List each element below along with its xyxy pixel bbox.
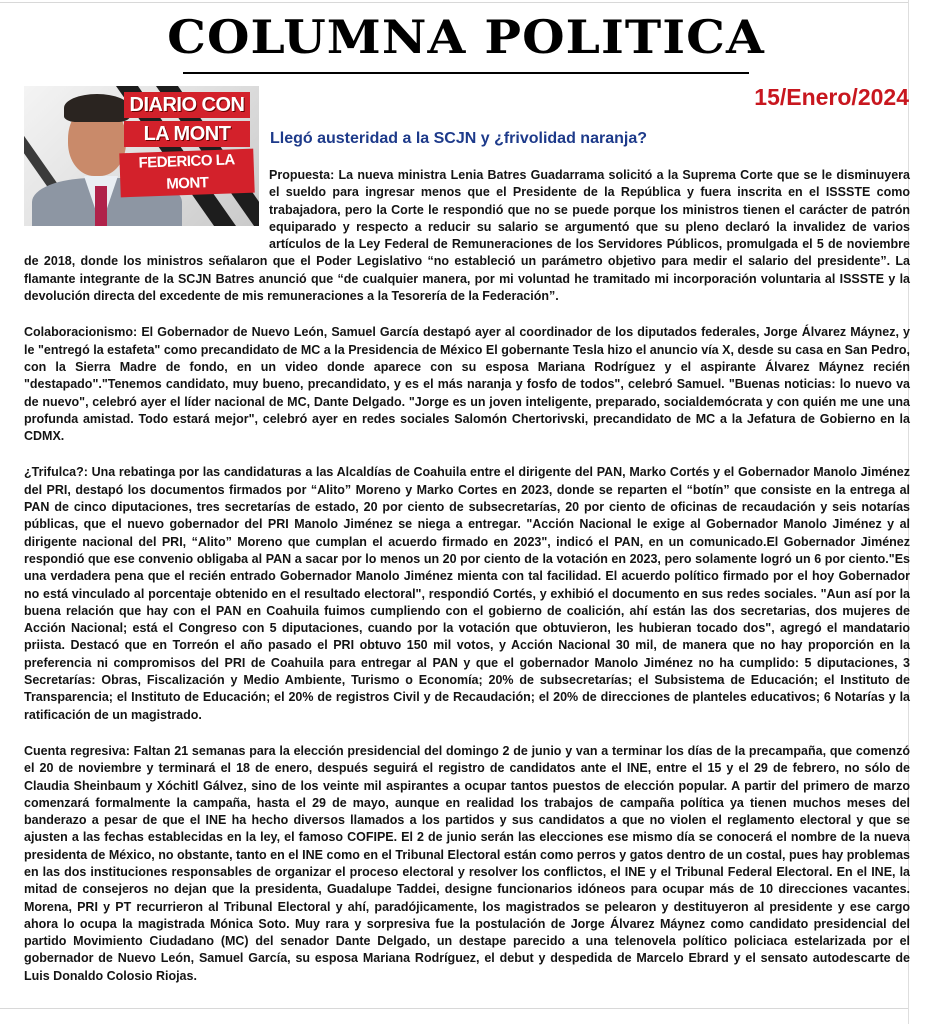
publication-date: 15/Enero/2024	[754, 84, 909, 110]
paragraph-cuenta-regresiva: Cuenta regresiva: Faltan 21 semanas para la elección presidencial del domingo 2 de junio y van a terminar los días de la precampaña, que comenzó el 20 de noviembre y terminará el 18 de enero, después seguirá el registro de candidatos ante el INE, entre el 15 y el 29 de febrero, no sólo de Claudia Sheinbaum y Xóchitl Gálvez, sino de los veinte mil aspirantes a ocupar tantos puestos de elección popular. A partir del primero de marzo comenzará formalmente la campaña, hasta el 29 de mayo, aunque en realidad los trabajos de campaña política ya tienen muchos meses del banderazo a pesar de que el INE ha hecho diversos llamados a los partidos y sus candidatos a que no violen el reglamento electoral y que se ajusten a las fechas establecidas en la ley, el famoso COFIPE. El 2 de junio serán las elecciones ese mismo día se conocerá el nombre de la nueva presidenta de México, no obstante, tanto en el INE como en el Tribunal Electoral están como perros y gatos dentro de un costal, pues hay problemas en las dos instituciones responsables de organizar el proceso electoral y resolver los conflictos, el INE y el Tribunal Federal Electoral. En el INE, la mitad de consejeros no dejan que la presidenta, Guadalupe Taddei, designe funcionarios idóneos para ocupar más de 10 direcciones vacantes. Morena, PRI y PT recurrieron al Tribunal Electoral y ahí, paradójicamente, los magistrados se pelearon y destituyeron al presidente y ese cargo ahora lo ocupa la magistrada Mónica Soto. Muy rara y sorpresiva fue la postulación de Jorge Álvarez Máynez como candidato presidencial del partido Movimiento Ciudadano (MC) del senador Dante Delgado, un destape parecido a una telenovela político policiaca estelarizada por el gobernador de Nuevo León, Samuel García, su esposa Mariana Rodríguez, el debut y despedida de Marcelo Ebrard y el sensato autodescarte de Luis Donaldo Colosio Riojas.	[24, 743, 910, 983]
logo-line-1: DIARIO CON	[124, 92, 250, 118]
article-headline: Llegó austeridad a la SCJN y ¿frivolidad naranja?	[270, 130, 647, 147]
logo-author-name: FEDERICO LA MONT	[119, 149, 254, 198]
paragraph-propuesta: Propuesta: La nueva ministra Lenia Batres Guadarrama solicitó a la Suprema Corte que se le disminuyera el sueldo para ingresar menos que el Presidente de la República y fuera inscrita en el ISSSTE como trabajadora, pero la Corte le respondió que no se puede porque los ministros tienen el carácter de patrón equiparado y respecto a reducir su salario se argumentó que su pleno declaró la invalidez de varios artículos de la Ley Federal de Remuneraciones de los Servidores Públicos, promulgada el 5 de noviembre de 2018, donde los ministros señalaron que el Poder Legislativo “no estableció un parámetro objetivo para medir el salario del presidente”. La flamante integrante de la SCJN Batres anunció que “de cualquier manera, por mi voluntad he tramitado mi incorporación voluntaria al ISSSTE y la devolución directa del excedente de mis remuneraciones a la Tesorería de la Federación”.	[24, 168, 910, 304]
paragraph-colaboracionismo: Colaboracionismo: El Gobernador de Nuevo León, Samuel García destapó ayer al coordinador de los diputados federales, Jorge Álvarez Máynez, y le "entregó la estafeta" como precandidato de MC a la Presidencia de México El gobernante Tesla hizo el anuncio vía X, desde su casa en San Pedro, con la Sierra Madre de fondo, en un video donde aparece con su esposa Mariana Rodríguez y el aspirante Álvarez Máynez recién "destapado"."Tenemos candidato, muy bueno, precandidato, y es el más naranja y fosfo de todos", celebró Samuel. "Buenas noticias: lo nuevo va de nuevo", celebró ayer el líder nacional de MC, Dante Delgado. "Jorge es un joven inteligente, preparado, socialdemócrata y con quién me une una profunda amistad. Todo estará mejor", celebró ayer en redes sociales Salomón Chertorivski, precandidato de MC a la Jefatura de Gobierno en la CDMX.	[24, 325, 910, 444]
article-body	[24, 167, 910, 1004]
bottom-divider	[0, 1008, 908, 1009]
masthead-underline	[183, 72, 749, 74]
paragraph-trifulca: ¿Trifulca?: Una rebatinga por las candidaturas a las Alcaldías de Coahuila entre el dirigente del PAN, Marko Cortés y el Gobernador Manolo Jiménez del PRI, destapó los documentos firmados por “Alito” Moreno y Marko Cortes en 2023, donde se reparten el “botín” que consiste en la entrega al PAN de cinco diputaciones, tres secretarías de estado, 20 por ciento de subsecretarías, 20 por ciento de oficinas de recaudación y seis notarías públicas, que el nuevo gobernador del PRI Manolo Jiménez se niega a entregar. "Acción Nacional le exige al Gobernador Manolo Jiménez y al dirigente nacional del PRI, “Alito” Moreno que cumplan el acuerdo firmado en 2023", indicó el PAN, en un comunicado.El Gobernador Jiménez respondió que ese convenio obligaba al PAN a sacar por lo menos un 20 por ciento de la votación en 2023, pero solamente logró un 6 por ciento."Es una verdadera pena que el recién entrado Gobernador Manolo Jiménez mienta con tal facilidad. El acuerdo político firmado por el hoy Gobernador no está vinculado al porcentaje obtenido en el resultado electoral", respondió Cortés, y exhibió el documento en sus redes sociales. "Aun así por la buena relación que hay con el PAN en Coahuila fuimos cumpliendo con el gobierno de coalición, ahí están las dos secretarias, dos mujeres de Acción Nacional; está el Congreso con 5 diputaciones, cuando por la votación que obtuvieron, les hubieran tocado dos", agregó el mandatario priista. Destacó que en Torreón el año pasado el PRI obtuvo 150 mil votos, y Acción Nacional 30 mil, de manera que no hay proporción en la preferencia ni compromisos del PRI de Coahuila para entregar al PAN y que el gobernador Manolo Jiménez no ha cumplido: 5 diputaciones, 3 Secretarías: Obras, Fiscalización y Medio Ambiente, Turismo o Economía; 20% de subsecretarías; el Subsistema de Educación; el Instituto de Transparencia; el Instituto de Educación; el 20% de registros Civil y de Recaudación; el 20% de direcciones de planteles educativos; 6 Notarías y la ratificación de un magistrado.	[24, 465, 910, 722]
masthead	[167, 8, 765, 74]
masthead-title: COLUMNA POLITICA	[167, 10, 765, 64]
top-divider	[0, 2, 908, 3]
logo-line-2: LA MONT	[124, 121, 250, 147]
image-wrap-spacer	[24, 167, 269, 244]
